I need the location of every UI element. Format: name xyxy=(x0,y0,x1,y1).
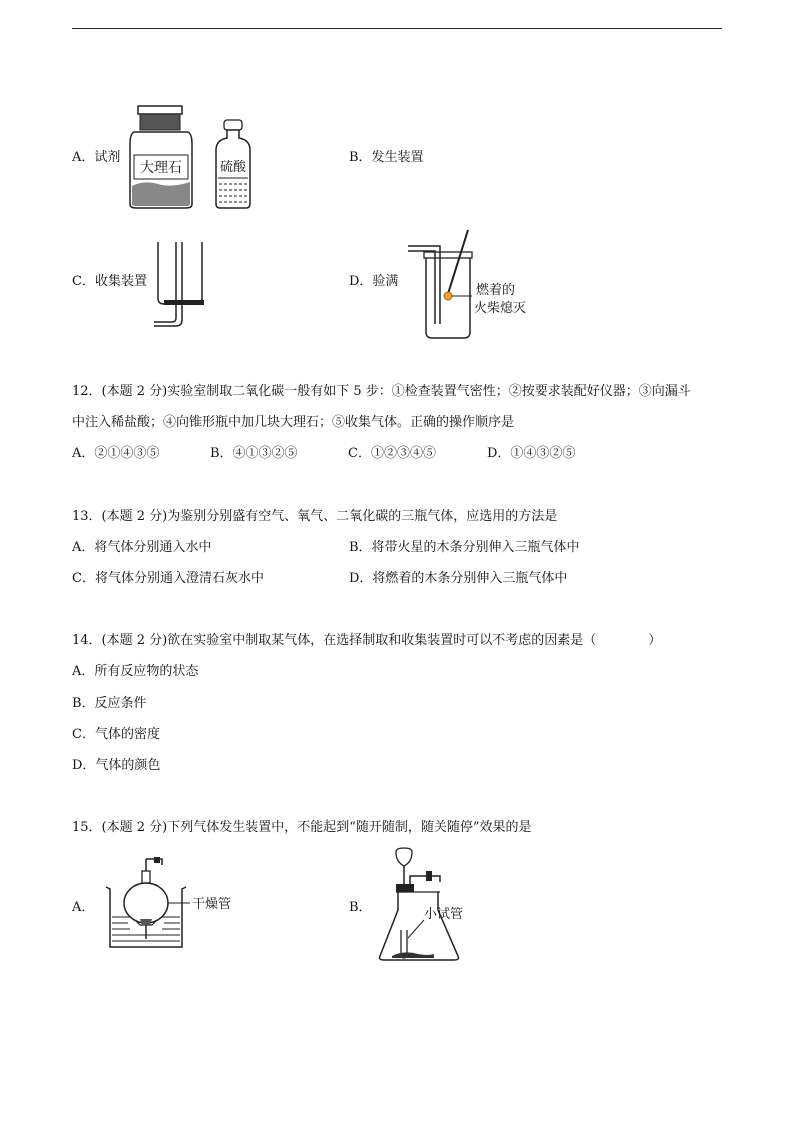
q13-option-a[interactable]: A．将气体分别通入水中 xyxy=(72,540,212,555)
q14-option-d[interactable]: D．气体的颜色 xyxy=(72,758,161,773)
q15-option-b[interactable]: B． xyxy=(349,900,372,915)
gas-collection-bottle-figure xyxy=(150,238,210,328)
drying-tube-apparatus-figure xyxy=(100,855,260,951)
q11-option-b[interactable]: B．发生装置 xyxy=(349,150,424,165)
label-acid: 硫酸 xyxy=(219,160,247,175)
q14-option-a[interactable]: A．所有反应物的状态 xyxy=(72,664,199,679)
q13-option-d[interactable]: D．将燃着的木条分别伸入三瓶气体中 xyxy=(349,571,568,586)
q11-option-c[interactable]: C．收集装置 xyxy=(72,274,147,289)
small-test-tube-flask-figure xyxy=(374,846,484,966)
label-burning-match-line1: 燃着的 xyxy=(476,283,516,298)
q11-option-d[interactable]: D．验满 xyxy=(349,274,399,289)
label-burning-match-line2: 火柴熄灭 xyxy=(474,301,527,316)
reagent-bottles-figure xyxy=(124,104,264,214)
q15-stem: 15．(本题 2 分)下列气体发生装置中，不能起到“随开随制，随关随停”效果的是 xyxy=(72,820,532,835)
q12-stem-line1: 12．(本题 2 分)实验室制取二氧化碳一般有如下 5 步：①检查装置气密性；②按要求装配好仪器；③向漏斗 xyxy=(72,384,691,399)
label-marble: 大理石 xyxy=(140,160,182,176)
q12-option-b[interactable]: B．④①③②⑤ xyxy=(210,446,298,461)
q12-stem-line2: 中注入稀盐酸；④向锥形瓶中加几块大理石；⑤收集气体。正确的操作顺序是 xyxy=(72,415,515,430)
header-rule xyxy=(72,28,722,29)
label-drying-tube: 干燥管 xyxy=(192,897,232,912)
q13-stem: 13．(本题 2 分)为鉴别分别盛有空气、氧气、二氧化碳的三瓶气体，应选用的方法是 xyxy=(72,509,558,524)
q13-option-b[interactable]: B．将带火星的木条分别伸入三瓶气体中 xyxy=(349,540,580,555)
q14-option-c[interactable]: C．气体的密度 xyxy=(72,727,160,742)
q14-stem: 14．(本题 2 分)欲在实验室中制取某气体，在选择制取和收集装置时可以不考虑的因素是（ ） xyxy=(72,633,662,648)
q12-option-c[interactable]: C．①②③④⑤ xyxy=(348,446,436,461)
q12-option-d[interactable]: D．①④③②⑤ xyxy=(487,446,576,461)
label-small-test-tube: 小试管 xyxy=(424,907,464,922)
q11-option-a[interactable]: A．试剂 xyxy=(72,150,121,165)
q13-option-c[interactable]: C．将气体分别通入澄清石灰水中 xyxy=(72,571,264,586)
fullness-test-figure xyxy=(404,228,534,340)
q14-option-b[interactable]: B．反应条件 xyxy=(72,696,147,711)
q15-option-a[interactable]: A． xyxy=(72,900,95,915)
q12-option-a[interactable]: A．②①④③⑤ xyxy=(72,446,160,461)
